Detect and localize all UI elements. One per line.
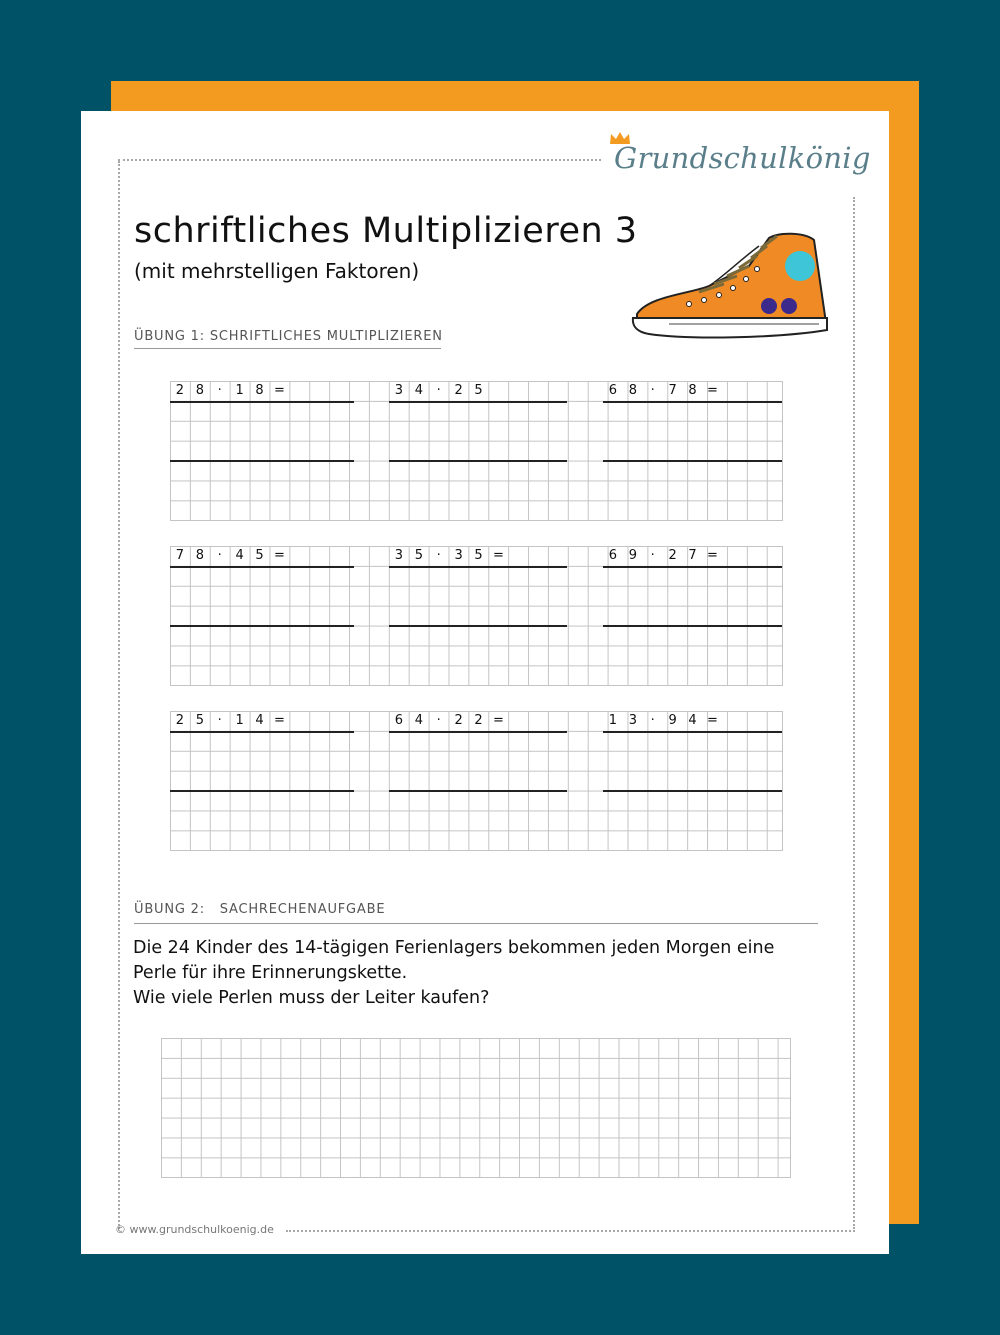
operator-cell: · bbox=[650, 713, 655, 728]
answer-line bbox=[603, 401, 782, 403]
result-line bbox=[603, 625, 782, 627]
answer-line bbox=[389, 401, 567, 403]
equals-cell: = bbox=[706, 383, 718, 398]
result-line bbox=[603, 790, 782, 792]
digit-cell: 5 bbox=[195, 713, 204, 728]
answer-line bbox=[603, 731, 782, 733]
result-line bbox=[389, 625, 567, 627]
digit-cell: 5 bbox=[474, 383, 483, 398]
digit-cell: 6 bbox=[394, 713, 404, 728]
digit-cell: 3 bbox=[394, 548, 404, 563]
section2-underline bbox=[134, 923, 818, 924]
exercise-1-3 bbox=[603, 381, 722, 401]
digit-cell: 8 bbox=[195, 383, 204, 398]
digit-cell: 2 bbox=[454, 383, 463, 398]
digit-cell: 7 bbox=[668, 383, 677, 398]
equals-cell: = bbox=[273, 383, 285, 398]
equals-cell: = bbox=[492, 713, 504, 728]
digit-cell: 2 bbox=[474, 713, 483, 728]
section1-heading: ÜBUNG 1: SCHRIFTLICHES MULTIPLIZIEREN bbox=[134, 329, 443, 344]
exercise-2-3 bbox=[603, 546, 722, 566]
operator-cell: · bbox=[217, 548, 222, 563]
digit-cell: 6 bbox=[608, 548, 618, 563]
result-line bbox=[603, 460, 782, 462]
answer-line bbox=[170, 566, 354, 568]
problem-line: Die 24 Kinder des 14-tägigen Ferienlagers bekommen jeden Morgen eine bbox=[133, 938, 775, 958]
digit-cell: 5 bbox=[255, 548, 264, 563]
equals-cell: = bbox=[273, 548, 285, 563]
digit-cell: 3 bbox=[394, 383, 404, 398]
digit-cell: 4 bbox=[414, 713, 423, 728]
result-line bbox=[170, 625, 354, 627]
exercise-2-1 bbox=[170, 546, 289, 566]
dotted-border-top bbox=[118, 159, 601, 161]
digit-cell: 2 bbox=[175, 713, 185, 728]
digit-cell: 8 bbox=[195, 548, 204, 563]
operator-cell: · bbox=[436, 713, 441, 728]
digit-cell: 3 bbox=[628, 713, 637, 728]
operator-cell: · bbox=[217, 713, 222, 728]
digit-cell: 1 bbox=[235, 713, 244, 728]
operator-cell: · bbox=[436, 548, 441, 563]
digit-cell: 2 bbox=[668, 548, 677, 563]
digit-cell: 9 bbox=[628, 548, 637, 563]
problem-line: Wie viele Perlen muss der Leiter kaufen? bbox=[133, 988, 490, 1008]
exercise-2-2 bbox=[389, 546, 508, 566]
word-problem bbox=[133, 936, 774, 1011]
dotted-border-right bbox=[853, 197, 855, 1229]
digit-cell: 1 bbox=[235, 383, 244, 398]
section1-underline bbox=[134, 348, 441, 349]
result-line bbox=[170, 790, 354, 792]
digit-cell: 8 bbox=[688, 383, 697, 398]
dotted-border-left bbox=[118, 161, 120, 1229]
answer-line bbox=[389, 566, 567, 568]
page-subtitle: (mit mehrstelligen Faktoren) bbox=[134, 259, 420, 283]
result-line bbox=[389, 460, 567, 462]
digit-cell: 9 bbox=[668, 713, 677, 728]
equals-cell: = bbox=[492, 548, 504, 563]
footer-copyright: © www.grundschulkoenig.de bbox=[115, 1223, 274, 1236]
exercise-3-1 bbox=[170, 711, 289, 731]
digit-cell: 7 bbox=[175, 548, 185, 563]
digit-cell: 8 bbox=[628, 383, 637, 398]
digit-cell: 4 bbox=[414, 383, 423, 398]
digit-cell: 3 bbox=[454, 548, 463, 563]
section2-heading: ÜBUNG 2: SACHRECHENAUFGABE bbox=[134, 902, 386, 917]
problem-line: Perle für ihre Erinnerungskette. bbox=[133, 963, 408, 983]
sneaker-illustration bbox=[629, 226, 829, 346]
exercise-3-2 bbox=[389, 711, 508, 731]
digit-cell: 1 bbox=[608, 713, 618, 728]
digit-cell: 4 bbox=[688, 713, 697, 728]
equals-cell: = bbox=[706, 713, 718, 728]
answer-grid bbox=[161, 1038, 791, 1178]
brand-logo: Grundschulkönig bbox=[614, 141, 871, 175]
digit-cell: 2 bbox=[454, 713, 463, 728]
answer-line bbox=[603, 566, 782, 568]
digit-cell: 5 bbox=[414, 548, 423, 563]
dotted-border-bottom bbox=[286, 1230, 855, 1232]
operator-cell: · bbox=[650, 548, 655, 563]
exercise-3-3 bbox=[603, 711, 722, 731]
operator-cell: · bbox=[650, 383, 655, 398]
operator-cell: · bbox=[436, 383, 441, 398]
equals-cell: = bbox=[706, 548, 718, 563]
digit-cell: 6 bbox=[608, 383, 618, 398]
result-line bbox=[170, 460, 354, 462]
digit-cell: 4 bbox=[255, 713, 264, 728]
worksheet bbox=[81, 111, 889, 1254]
equals-cell: = bbox=[273, 713, 285, 728]
exercise-1-2 bbox=[389, 381, 488, 401]
digit-cell: 5 bbox=[474, 548, 483, 563]
answer-line bbox=[170, 401, 354, 403]
exercise-1-1 bbox=[170, 381, 289, 401]
answer-line bbox=[389, 731, 567, 733]
digit-cell: 7 bbox=[688, 548, 697, 563]
digit-cell: 4 bbox=[235, 548, 244, 563]
digit-cell: 8 bbox=[255, 383, 264, 398]
answer-line bbox=[170, 731, 354, 733]
operator-cell: · bbox=[217, 383, 222, 398]
page-title: schriftliches Multiplizieren 3 bbox=[134, 211, 638, 251]
digit-cell: 2 bbox=[175, 383, 185, 398]
result-line bbox=[389, 790, 567, 792]
